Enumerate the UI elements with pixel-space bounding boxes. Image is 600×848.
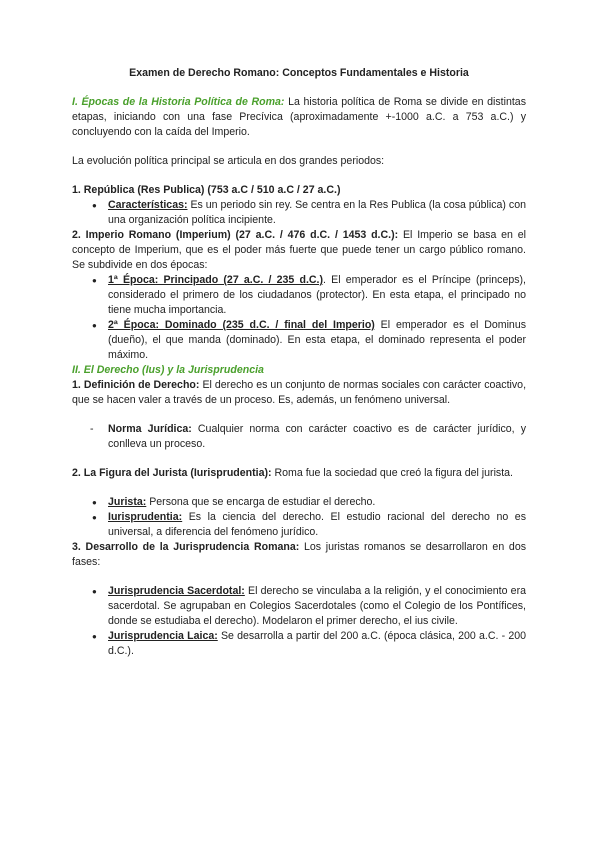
section-1-lead: La evolución política principal se articula en dos grandes periodos: [72, 155, 385, 167]
jurista-heading: 2. La Figura del Jurista (Iurisprudentia): [72, 467, 272, 479]
definicion-heading: 1. Definición de Derecho: [72, 379, 200, 391]
norma-label: Norma Jurídica: [108, 423, 192, 435]
bullet-label: 1ª Época: Principado (27 a.C. / 235 d.C.) [108, 274, 324, 286]
desarrollo-heading: 3. Desarrollo de la Jurisprudencia Romana: [72, 541, 300, 553]
document-title: Examen de Derecho Romano: Conceptos Fundamentales e Historia [129, 67, 469, 79]
jurista-list [72, 495, 526, 540]
norma-text: Cualquier norma con carácter coactivo es de carácter jurídico, y conlleva un proceso. [108, 423, 526, 450]
definicion-text: El derecho es un conjunto de normas sociales con carácter coactivo, que se hacen valer a través de un proceso. Es, además, un fenómeno universal. [72, 379, 527, 406]
list-item [108, 584, 526, 629]
list-item [108, 495, 526, 510]
republica-list [72, 198, 526, 228]
jurista-paragraph [72, 466, 526, 481]
section-1-intro [72, 95, 526, 140]
bullet-text: Es un periodo sin rey. Se centra en la Res Publica (la cosa pública) con una organización política incipiente. [108, 199, 526, 226]
imperio-paragraph [72, 228, 526, 273]
document-page [72, 66, 526, 659]
republica-heading: 1. República (Res Publica) (753 a.C / 510 a.C / 27 a.C.) [72, 184, 341, 196]
bullet-label: Jurista: [108, 496, 147, 508]
list-item [108, 510, 526, 540]
imperio-text: El Imperio se basa en el concepto de Imperium, que es el poder más fuerte que puede tener un cargo público romano. Se subdivide en dos épocas: [72, 229, 526, 271]
list-item [108, 629, 526, 659]
bullet-label: Iurisprudentia: [108, 511, 183, 523]
dash-marker: - [90, 423, 94, 435]
imperio-heading: 2. Imperio Romano (Imperium) (27 a.C. / 476 d.C. / 1453 d.C.): [72, 229, 399, 241]
desarrollo-list [72, 584, 526, 659]
jurista-text: Roma fue la sociedad que creó la figura del jurista. [271, 467, 513, 479]
bullet-label: Jurisprudencia Laica: [108, 630, 218, 642]
bullet-label: Jurisprudencia Sacerdotal: [108, 585, 245, 597]
list-item [108, 318, 526, 363]
bullet-text: Se desarrolla a partir del 200 a.C. (época clásica, 200 a.C. - 200 d.C.). [108, 630, 527, 657]
imperio-list [72, 273, 526, 363]
bullet-text: Es la ciencia del derecho. El estudio racional del derecho no es universal, a diferencia del fenómeno jurídico. [108, 511, 526, 538]
norma-juridica-item [72, 422, 526, 452]
bullet-text: Persona que se encarga de estudiar el derecho. [146, 496, 376, 508]
bullet-text: El derecho se vinculaba a la religión, y el conocimiento era sacerdotal. Se agrupaban en Colegios Sacerdotales (como el Colegio de los Pontífices, donde se estudiaba el derecho). Modelaron el primer derecho, el ius civile. [108, 585, 526, 627]
bullet-text: El emperador es el Dominus (dueño), el que manda (dominado). En esta etapa, el dominado representa el poder máximo. [108, 319, 527, 361]
section-2-heading: II. El Derecho (Ius) y la Jurisprudencia [72, 364, 264, 376]
list-item [108, 198, 526, 228]
list-item [108, 273, 526, 318]
section-1-intro-text: La historia política de Roma se divide en distintas etapas, iniciando con una fase Precívica (aproximadamente +-1000 a.C. a 753 a.C.) y concluyendo con la caída del Imperio. [72, 96, 526, 138]
desarrollo-text: Los juristas romanos se desarrollaron en dos fases: [72, 541, 527, 568]
section-1-heading: I. Épocas de la Historia Política de Roma: [72, 96, 285, 108]
bullet-label: 2ª Época: Dominado (235 d.C. / final del Imperio) [108, 319, 375, 331]
definicion-paragraph [72, 378, 526, 408]
bullet-label: Características: [108, 199, 188, 211]
bullet-text: . El emperador es el Príncipe (princeps), considerado el primero de los ciudadanos (protector). En esta etapa, el principado no tiene mucha importancia. [108, 274, 527, 316]
desarrollo-paragraph [72, 540, 526, 570]
